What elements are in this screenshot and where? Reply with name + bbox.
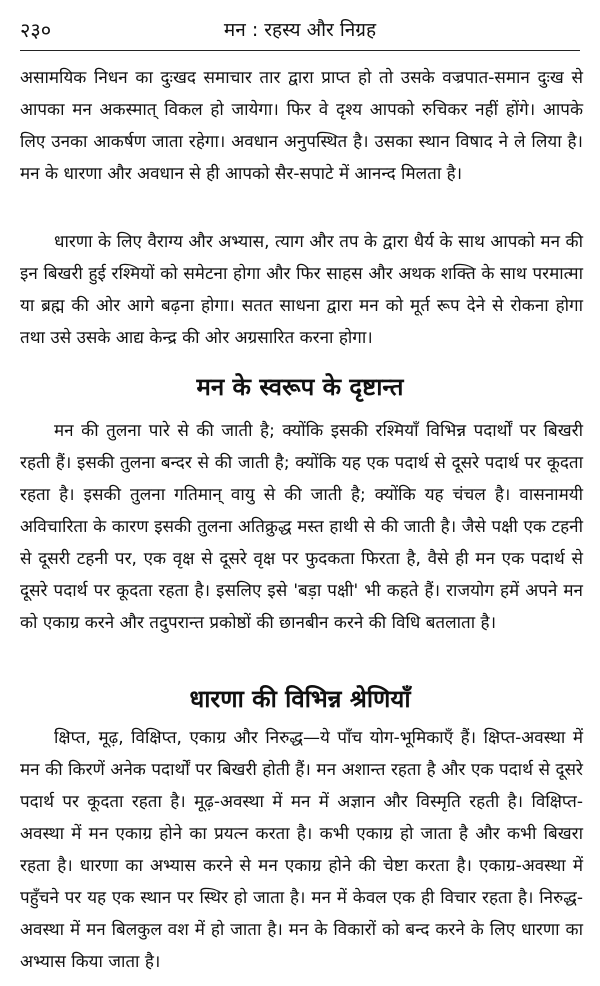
paragraph-mind-analogies: मन की तुलना पारे से की जाती है; क्योंकि इसकी रश्मियाँ विभिन्न पदार्थों पर बिखरी रहती हैं। इसकी तुलना बन्दर से की जाती है; क्योंकि यह एक पदार्थ से दूसरे पदार्थ पर कूदता रहता है। इसकी तुलना गतिमान् वायु से की जाती है; क्योंकि यह चंचल है। वासनामयी अविचारिता के कारण इसकी तुलना अतिक्रुद्ध मस्त हाथी से की जाती है। जैसे पक्षी एक टहनी से दूसरी टहनी पर, एक वृक्ष से दूसरे वृक्ष पर फुदकता फिरता है, वैसे ही मन एक पदार्थ से दूसरे पदार्थ पर कूदता रहता है। इसलिए इसे 'बड़ा पक्षी' भी कहते हैं। राजयोग हमें अपने मन को एकाग्र करने और तदुपरान्त प्रकोष्ठों की छानबीन करने की विधि बतलाता है।	[20, 421, 583, 633]
running-title: मन : रहस्य और निग्रह	[223, 19, 377, 41]
page-number: २३०	[20, 18, 52, 42]
section-heading-dharana-levels: धारणा की विभिन्न श्रेणियाँ	[189, 685, 411, 713]
header-rule	[20, 50, 580, 51]
paragraph-continuation: असामयिक निधन का दुःखद समाचार तार द्वारा प्राप्त हो तो उसके वज्रपात-समान दुःख से आपका मन अकस्मात् विकल हो जायेगा। फिर वे दृश्य आपको रुचिकर नहीं होंगे। आपके लिए उनका आकर्षण जाता रहेगा। अवधान अनुपस्थित है। उसका स्थान विषाद ने ले लिया है। मन के धारणा और अवधान से ही आपको सैर-सपाटे में आनन्द मिलता है।	[20, 68, 583, 184]
paragraph-dharana: धारणा के लिए वैराग्य और अभ्यास, त्याग और तप के द्वारा धैर्य के साथ आपको मन की इन बिखरी हुई रश्मियों को समेटना होगा और फिर साहस और अथक शक्ति के साथ परमात्मा या ब्रह्म की ओर आगे बढ़ना होगा। सतत साधना द्वारा मन को मूर्त रूप देने से रोकना होगा तथा उसे उसके आद्य केन्द्र की ओर अग्रसारित करना होगा।	[20, 232, 583, 348]
page-header	[20, 14, 580, 48]
section-heading-mind-nature: मन के स्वरूप के दृष्टान्त	[196, 373, 404, 401]
paragraph-yoga-states: क्षिप्त, मूढ़, विक्षिप्त, एकाग्र और निरुद्ध—ये पाँच योग-भूमिकाएँ हैं। क्षिप्त-अवस्था में मन की किरणें अनेक पदार्थों पर बिखरी होती हैं। मन अशान्त रहता है और एक पदार्थ से दूसरे पदार्थ पर कूदता रहता है। मूढ़-अवस्था में मन में अज्ञान और विस्मृति रहती है। विक्षिप्त-अवस्था में मन एकाग्र होने का प्रयत्न करता है। कभी एकाग्र हो जाता है और कभी बिखरा रहता है। धारणा का अभ्यास करने से मन एकाग्र होने की चेष्टा करता है। एकाग्र-अवस्था में पहुँचने पर यह एक स्थान पर स्थिर हो जाता है। मन में केवल एक ही विचार रहता है। निरुद्ध-अवस्था में मन बिलकुल वश में हो जाता है। मन के विकारों को बन्द करने के लिए धारणा का अभ्यास किया जाता है।	[20, 728, 583, 972]
